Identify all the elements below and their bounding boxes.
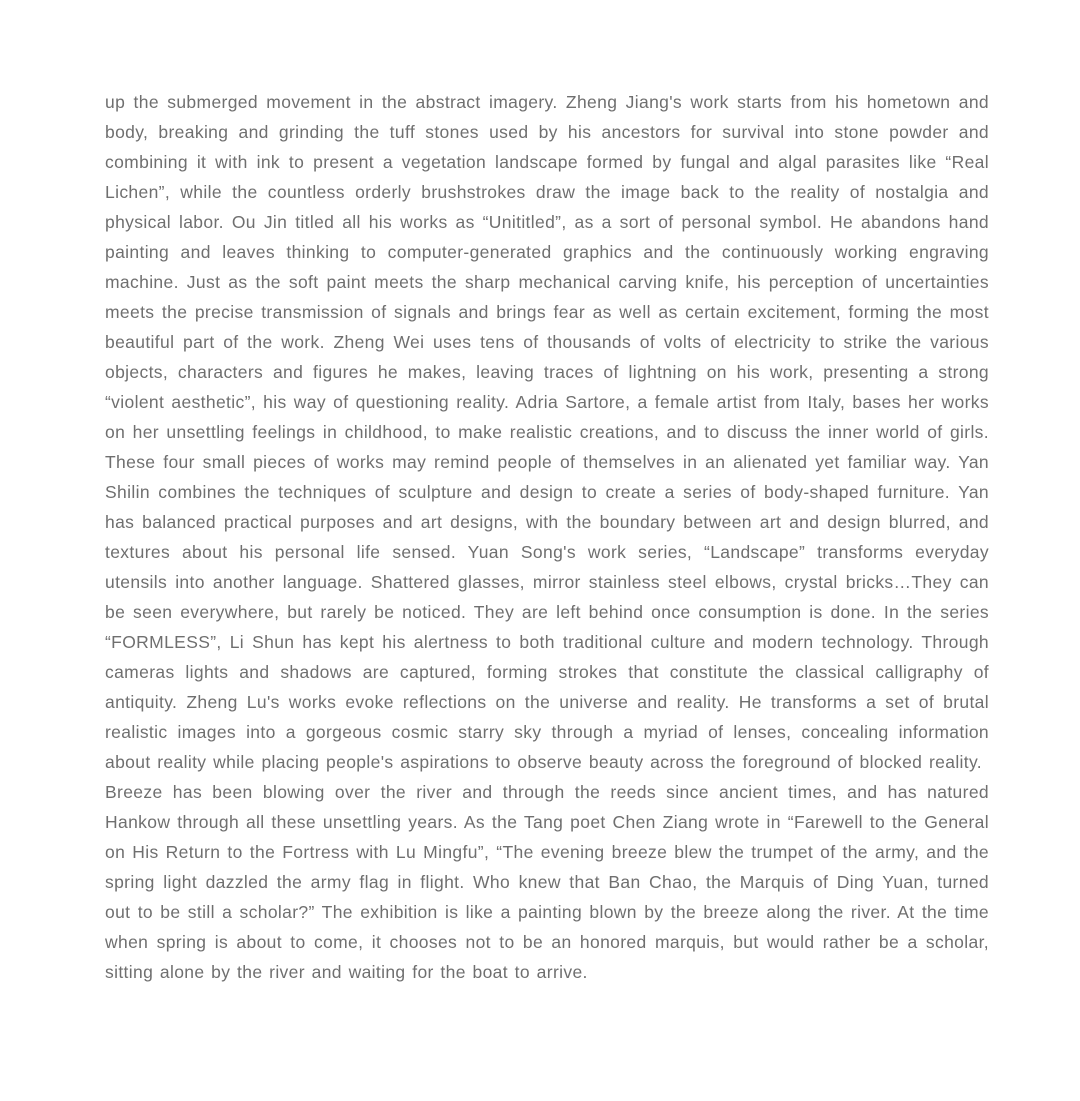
- essay-text-block: [105, 87, 989, 987]
- body-text-paragraph: Breeze has been blowing over the river and through the reeds since ancient times, and has natured Hankow through all these unsettling years. As the Tang poet Chen Ziang wrote in “Farewell to the General on His Return to the Fortress with Lu Mingfu”, “The evening breeze blew the trumpet of the army, and the spring light dazzled the army flag in flight. Who knew that Ban Chao, the Marquis of Ding Yuan, turned out to be still a scholar?” The exhibition is like a painting blown by the breeze along the river. At the time when spring is about to come, it chooses not to be an honored marquis, but would rather be a scholar, sitting alone by the river and waiting for the boat to arrive.: [105, 782, 989, 982]
- body-text-paragraph: up the submerged movement in the abstract imagery. Zheng Jiang's work starts from his hometown and body, breaking and grinding the tuff stones used by his ancestors for survival into stone powder and combining it with ink to present a vegetation landscape formed by fungal and algal parasites like “Real Lichen”, while the countless orderly brushstrokes draw the image back to the reality of nostalgia and physical labor. Ou Jin titled all his works as “Unititled”, as a sort of personal symbol. He abandons hand painting and leaves thinking to computer-generated graphics and the continuously working engraving machine. Just as the soft paint meets the sharp mechanical carving knife, his perception of uncertainties meets the precise transmission of signals and brings fear as well as certain excitement, forming the most beautiful part of the work. Zheng Wei uses tens of thousands of volts of electricity to strike the various objects, characters and figures he makes, leaving traces of lightning on his work, presenting a strong “violent aesthetic”, his way of questioning reality. Adria Sartore, a female artist from Italy, bases her works on her unsettling feelings in childhood, to make realistic creations, and to discuss the inner world of girls. These four small pieces of works may remind people of themselves in an alienated yet familiar way. Yan Shilin combines the techniques of sculpture and design to create a series of body-shaped furniture. Yan has balanced practical purposes and art designs, with the boundary between art and design blurred, and textures about his personal life sensed. Yuan Song's work series, “Landscape” transforms everyday utensils into another language. Shattered glasses, mirror stainless steel elbows, crystal bricks…They can be seen everywhere, but rarely be noticed. They are left behind once consumption is done. In the series “FORMLESS”, Li Shun has kept his alertness to both traditional culture and modern technology. Through cameras lights and shadows are captured, forming strokes that constitute the classical calligraphy of antiquity. Zheng Lu's works evoke reflections on the universe and reality. He transforms a set of brutal realistic images into a gorgeous cosmic starry sky through a myriad of lenses, concealing information about reality while placing people's aspirations to observe beauty across the foreground of blocked reality.: [105, 92, 989, 772]
